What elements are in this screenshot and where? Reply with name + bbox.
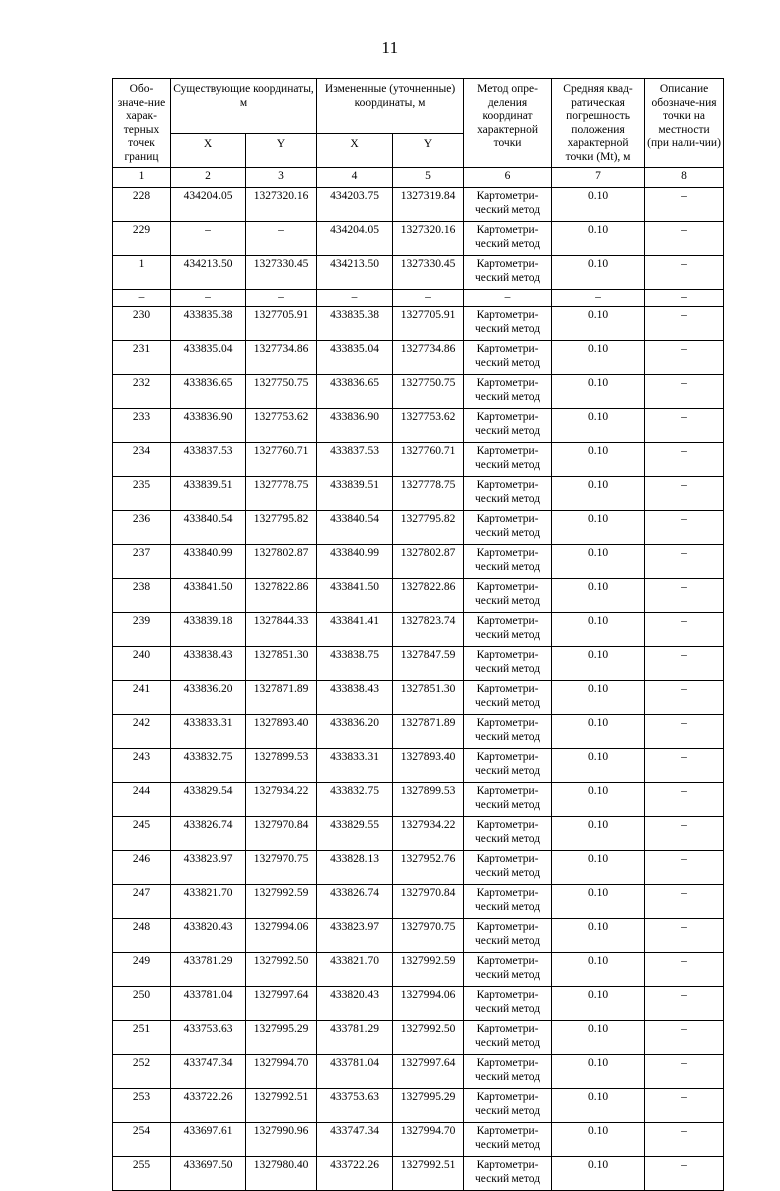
table-header: [113, 79, 724, 188]
header-changed-coordinates: Измененные (уточненные) координаты, м: [317, 79, 464, 134]
cell-mt: 0.10: [552, 1122, 645, 1156]
cell-point-id: 249: [113, 952, 171, 986]
cell-description: –: [645, 290, 724, 307]
cell-existing-y: 1327992.59: [246, 884, 317, 918]
cell-existing-x: 433838.43: [171, 646, 246, 680]
cell-method: Картометри-ческий метод: [464, 374, 552, 408]
cell-description: –: [645, 986, 724, 1020]
cell-changed-y: 1327893.40: [393, 748, 464, 782]
table-row: [113, 222, 724, 256]
cell-existing-x: 433839.18: [171, 612, 246, 646]
header-existing-coordinates: Существующие координаты, м: [171, 79, 317, 134]
cell-point-id: 252: [113, 1054, 171, 1088]
cell-changed-x: 433840.99: [317, 544, 393, 578]
cell-method: Картометри-ческий метод: [464, 952, 552, 986]
header-changed-y: Y: [393, 134, 464, 168]
header-point-description: Описание обозначе-ния точки на местности (при нали-чии): [645, 79, 724, 168]
cell-description: –: [645, 1054, 724, 1088]
cell-point-id: 250: [113, 986, 171, 1020]
cell-changed-y: 1327952.76: [393, 850, 464, 884]
table-row: [113, 442, 724, 476]
cell-point-id: 239: [113, 612, 171, 646]
cell-method: Картометри-ческий метод: [464, 612, 552, 646]
cell-mt: 0.10: [552, 306, 645, 340]
cell-changed-y: 1327822.86: [393, 578, 464, 612]
cell-changed-x: 434213.50: [317, 256, 393, 290]
cell-changed-x: 433823.97: [317, 918, 393, 952]
column-number: 3: [246, 168, 317, 188]
cell-existing-x: 433753.63: [171, 1020, 246, 1054]
cell-changed-y: 1327992.51: [393, 1156, 464, 1190]
cell-description: –: [645, 222, 724, 256]
table-row: [113, 1122, 724, 1156]
cell-changed-y: 1327871.89: [393, 714, 464, 748]
cell-changed-x: 433837.53: [317, 442, 393, 476]
cell-description: –: [645, 1020, 724, 1054]
table-row: [113, 850, 724, 884]
header-existing-x: X: [171, 134, 246, 168]
cell-method: Картометри-ческий метод: [464, 476, 552, 510]
table-row: [113, 816, 724, 850]
header-row-titles: [113, 79, 724, 134]
cell-mt: 0.10: [552, 714, 645, 748]
cell-existing-x: 433821.70: [171, 884, 246, 918]
cell-existing-x: 433781.04: [171, 986, 246, 1020]
header-point-designation: Обо-значе-ние харак-терных точек границ: [113, 79, 171, 168]
cell-changed-x: 433841.50: [317, 578, 393, 612]
cell-existing-y: 1327844.33: [246, 612, 317, 646]
cell-mt: 0.10: [552, 816, 645, 850]
cell-description: –: [645, 306, 724, 340]
cell-existing-y: 1327778.75: [246, 476, 317, 510]
table-row: [113, 408, 724, 442]
cell-changed-x: 433836.65: [317, 374, 393, 408]
cell-existing-y: 1327899.53: [246, 748, 317, 782]
cell-changed-x: –: [317, 290, 393, 307]
table-row: [113, 306, 724, 340]
cell-method: Картометри-ческий метод: [464, 986, 552, 1020]
cell-point-id: 238: [113, 578, 171, 612]
cell-existing-x: 433840.54: [171, 510, 246, 544]
header-mean-square-error: Средняя квад-ратическая погрешность положения характерной точки (Mt), м: [552, 79, 645, 168]
cell-existing-y: 1327734.86: [246, 340, 317, 374]
header-changed-x: X: [317, 134, 393, 168]
cell-existing-y: 1327320.16: [246, 188, 317, 222]
cell-changed-y: 1327899.53: [393, 782, 464, 816]
cell-changed-y: 1327320.16: [393, 222, 464, 256]
cell-changed-y: 1327760.71: [393, 442, 464, 476]
cell-changed-x: 433820.43: [317, 986, 393, 1020]
cell-point-id: 246: [113, 850, 171, 884]
cell-changed-y: 1327823.74: [393, 612, 464, 646]
cell-point-id: 236: [113, 510, 171, 544]
column-number: 7: [552, 168, 645, 188]
cell-mt: –: [552, 290, 645, 307]
cell-point-id: 240: [113, 646, 171, 680]
cell-method: Картометри-ческий метод: [464, 408, 552, 442]
cell-changed-y: 1327330.45: [393, 256, 464, 290]
header-determination-method: Метод опре-деления координат характерной точки: [464, 79, 552, 168]
cell-existing-x: 433836.65: [171, 374, 246, 408]
table-row: [113, 1156, 724, 1190]
cell-existing-y: 1327822.86: [246, 578, 317, 612]
cell-description: –: [645, 408, 724, 442]
cell-description: –: [645, 1156, 724, 1190]
cell-method: Картометри-ческий метод: [464, 816, 552, 850]
cell-mt: 0.10: [552, 884, 645, 918]
cell-description: –: [645, 374, 724, 408]
cell-method: Картометри-ческий метод: [464, 306, 552, 340]
cell-point-id: 248: [113, 918, 171, 952]
cell-changed-y: 1327750.75: [393, 374, 464, 408]
cell-method: Картометри-ческий метод: [464, 188, 552, 222]
cell-method: Картометри-ческий метод: [464, 680, 552, 714]
cell-existing-y: 1327992.50: [246, 952, 317, 986]
cell-mt: 0.10: [552, 188, 645, 222]
cell-changed-y: 1327992.59: [393, 952, 464, 986]
table-row: [113, 612, 724, 646]
table-row: [113, 748, 724, 782]
table-row: [113, 374, 724, 408]
cell-mt: 0.10: [552, 850, 645, 884]
cell-existing-x: 433840.99: [171, 544, 246, 578]
table-row: [113, 510, 724, 544]
cell-existing-y: 1327893.40: [246, 714, 317, 748]
cell-changed-x: 433747.34: [317, 1122, 393, 1156]
table-row: [113, 680, 724, 714]
cell-point-id: 247: [113, 884, 171, 918]
cell-description: –: [645, 578, 724, 612]
cell-existing-y: 1327994.70: [246, 1054, 317, 1088]
cell-description: –: [645, 188, 724, 222]
table-row: [113, 290, 724, 307]
cell-point-id: 242: [113, 714, 171, 748]
cell-existing-y: 1327750.75: [246, 374, 317, 408]
cell-method: Картометри-ческий метод: [464, 714, 552, 748]
cell-existing-x: 433835.38: [171, 306, 246, 340]
cell-changed-x: 433832.75: [317, 782, 393, 816]
cell-existing-y: –: [246, 222, 317, 256]
cell-changed-y: 1327992.50: [393, 1020, 464, 1054]
table-row: [113, 714, 724, 748]
cell-changed-x: 433841.41: [317, 612, 393, 646]
table-row: [113, 256, 724, 290]
cell-mt: 0.10: [552, 782, 645, 816]
header-existing-y: Y: [246, 134, 317, 168]
cell-method: Картометри-ческий метод: [464, 1088, 552, 1122]
cell-existing-x: 433832.75: [171, 748, 246, 782]
cell-existing-y: 1327871.89: [246, 680, 317, 714]
cell-existing-x: –: [171, 290, 246, 307]
cell-method: Картометри-ческий метод: [464, 646, 552, 680]
cell-existing-x: 433747.34: [171, 1054, 246, 1088]
cell-method: Картометри-ческий метод: [464, 1020, 552, 1054]
cell-point-id: 233: [113, 408, 171, 442]
cell-existing-x: 433833.31: [171, 714, 246, 748]
cell-mt: 0.10: [552, 748, 645, 782]
cell-existing-y: 1327992.51: [246, 1088, 317, 1122]
cell-changed-x: 433835.38: [317, 306, 393, 340]
table-body: [113, 188, 724, 1191]
cell-description: –: [645, 816, 724, 850]
table-row: [113, 476, 724, 510]
cell-description: –: [645, 256, 724, 290]
column-number: 5: [393, 168, 464, 188]
cell-changed-x: 433829.55: [317, 816, 393, 850]
cell-existing-x: 433835.04: [171, 340, 246, 374]
cell-changed-y: 1327994.06: [393, 986, 464, 1020]
cell-changed-y: 1327705.91: [393, 306, 464, 340]
cell-method: Картометри-ческий метод: [464, 1054, 552, 1088]
cell-mt: 0.10: [552, 476, 645, 510]
cell-point-id: 232: [113, 374, 171, 408]
cell-mt: 0.10: [552, 256, 645, 290]
coordinates-table-container: [112, 78, 723, 1191]
cell-existing-y: 1327970.84: [246, 816, 317, 850]
cell-changed-x: 433840.54: [317, 510, 393, 544]
page-number: 11: [381, 38, 399, 57]
cell-existing-x: 433839.51: [171, 476, 246, 510]
cell-mt: 0.10: [552, 578, 645, 612]
cell-description: –: [645, 782, 724, 816]
cell-description: –: [645, 952, 724, 986]
cell-existing-x: –: [171, 222, 246, 256]
cell-description: –: [645, 612, 724, 646]
cell-mt: 0.10: [552, 222, 645, 256]
cell-existing-x: 433697.50: [171, 1156, 246, 1190]
cell-existing-x: 433841.50: [171, 578, 246, 612]
cell-existing-x: 433781.29: [171, 952, 246, 986]
cell-point-id: 244: [113, 782, 171, 816]
cell-point-id: 228: [113, 188, 171, 222]
cell-method: Картометри-ческий метод: [464, 578, 552, 612]
column-number: 2: [171, 168, 246, 188]
cell-mt: 0.10: [552, 1020, 645, 1054]
cell-method: Картометри-ческий метод: [464, 782, 552, 816]
cell-mt: 0.10: [552, 646, 645, 680]
cell-point-id: 231: [113, 340, 171, 374]
cell-existing-y: 1327990.96: [246, 1122, 317, 1156]
cell-changed-y: 1327319.84: [393, 188, 464, 222]
cell-changed-y: 1327753.62: [393, 408, 464, 442]
table-row: [113, 578, 724, 612]
cell-changed-x: 433839.51: [317, 476, 393, 510]
cell-existing-y: 1327802.87: [246, 544, 317, 578]
cell-description: –: [645, 476, 724, 510]
header-row-column-numbers: [113, 168, 724, 188]
table-row: [113, 884, 724, 918]
cell-description: –: [645, 340, 724, 374]
cell-method: Картометри-ческий метод: [464, 442, 552, 476]
cell-existing-y: 1327980.40: [246, 1156, 317, 1190]
cell-description: –: [645, 1088, 724, 1122]
cell-changed-y: 1327802.87: [393, 544, 464, 578]
cell-point-id: 235: [113, 476, 171, 510]
cell-changed-x: 433833.31: [317, 748, 393, 782]
cell-method: Картометри-ческий метод: [464, 748, 552, 782]
cell-mt: 0.10: [552, 340, 645, 374]
cell-mt: 0.10: [552, 442, 645, 476]
cell-method: Картометри-ческий метод: [464, 1156, 552, 1190]
cell-changed-y: 1327997.64: [393, 1054, 464, 1088]
cell-existing-y: 1327934.22: [246, 782, 317, 816]
cell-existing-y: 1327760.71: [246, 442, 317, 476]
cell-point-id: 245: [113, 816, 171, 850]
table-row: [113, 782, 724, 816]
cell-existing-x: 433823.97: [171, 850, 246, 884]
cell-description: –: [645, 1122, 724, 1156]
cell-point-id: 230: [113, 306, 171, 340]
cell-point-id: 253: [113, 1088, 171, 1122]
cell-mt: 0.10: [552, 952, 645, 986]
cell-method: Картометри-ческий метод: [464, 222, 552, 256]
cell-mt: 0.10: [552, 544, 645, 578]
cell-point-id: –: [113, 290, 171, 307]
cell-changed-x: 433781.29: [317, 1020, 393, 1054]
cell-changed-x: 434203.75: [317, 188, 393, 222]
cell-changed-x: 433722.26: [317, 1156, 393, 1190]
cell-mt: 0.10: [552, 1088, 645, 1122]
cell-changed-y: 1327970.75: [393, 918, 464, 952]
cell-changed-x: 433826.74: [317, 884, 393, 918]
cell-description: –: [645, 714, 724, 748]
cell-point-id: 241: [113, 680, 171, 714]
cell-changed-x: 433838.75: [317, 646, 393, 680]
cell-point-id: 251: [113, 1020, 171, 1054]
cell-description: –: [645, 442, 724, 476]
cell-mt: 0.10: [552, 374, 645, 408]
cell-point-id: 254: [113, 1122, 171, 1156]
cell-mt: 0.10: [552, 1156, 645, 1190]
column-number: 6: [464, 168, 552, 188]
cell-method: Картометри-ческий метод: [464, 510, 552, 544]
cell-description: –: [645, 850, 724, 884]
cell-changed-y: 1327995.29: [393, 1088, 464, 1122]
cell-existing-x: 433836.90: [171, 408, 246, 442]
cell-point-id: 229: [113, 222, 171, 256]
cell-existing-y: 1327753.62: [246, 408, 317, 442]
cell-existing-y: –: [246, 290, 317, 307]
cell-changed-y: 1327778.75: [393, 476, 464, 510]
cell-changed-y: –: [393, 290, 464, 307]
cell-changed-y: 1327934.22: [393, 816, 464, 850]
cell-changed-y: 1327734.86: [393, 340, 464, 374]
cell-method: Картометри-ческий метод: [464, 544, 552, 578]
cell-existing-x: 433837.53: [171, 442, 246, 476]
table-row: [113, 544, 724, 578]
cell-method: Картометри-ческий метод: [464, 340, 552, 374]
table-row: [113, 986, 724, 1020]
cell-changed-x: 433838.43: [317, 680, 393, 714]
cell-existing-x: 433829.54: [171, 782, 246, 816]
cell-existing-x: 433722.26: [171, 1088, 246, 1122]
cell-point-id: 243: [113, 748, 171, 782]
cell-existing-y: 1327795.82: [246, 510, 317, 544]
cell-changed-y: 1327970.84: [393, 884, 464, 918]
cell-point-id: 255: [113, 1156, 171, 1190]
cell-changed-y: 1327851.30: [393, 680, 464, 714]
table-row: [113, 952, 724, 986]
cell-changed-x: 433753.63: [317, 1088, 393, 1122]
cell-existing-x: 433820.43: [171, 918, 246, 952]
cell-existing-y: 1327851.30: [246, 646, 317, 680]
column-number: 1: [113, 168, 171, 188]
cell-point-id: 237: [113, 544, 171, 578]
cell-existing-y: 1327330.45: [246, 256, 317, 290]
cell-changed-x: 434204.05: [317, 222, 393, 256]
cell-changed-x: 433836.90: [317, 408, 393, 442]
cell-changed-x: 433828.13: [317, 850, 393, 884]
cell-mt: 0.10: [552, 918, 645, 952]
cell-description: –: [645, 918, 724, 952]
cell-existing-y: 1327994.06: [246, 918, 317, 952]
cell-description: –: [645, 748, 724, 782]
cell-mt: 0.10: [552, 680, 645, 714]
cell-method: Картометри-ческий метод: [464, 918, 552, 952]
cell-method: Картометри-ческий метод: [464, 256, 552, 290]
cell-mt: 0.10: [552, 408, 645, 442]
cell-changed-y: 1327847.59: [393, 646, 464, 680]
cell-changed-y: 1327795.82: [393, 510, 464, 544]
cell-existing-x: 433697.61: [171, 1122, 246, 1156]
cell-existing-x: 434204.05: [171, 188, 246, 222]
cell-method: Картометри-ческий метод: [464, 850, 552, 884]
cell-changed-x: 433781.04: [317, 1054, 393, 1088]
table-row: [113, 1020, 724, 1054]
cell-method: Картометри-ческий метод: [464, 884, 552, 918]
cell-description: –: [645, 646, 724, 680]
table-row: [113, 918, 724, 952]
table-row: [113, 188, 724, 222]
column-number: 8: [645, 168, 724, 188]
table-row: [113, 1088, 724, 1122]
cell-existing-x: 434213.50: [171, 256, 246, 290]
coordinates-table: [112, 78, 724, 1191]
cell-changed-x: 433835.04: [317, 340, 393, 374]
cell-mt: 0.10: [552, 986, 645, 1020]
cell-existing-x: 433836.20: [171, 680, 246, 714]
cell-existing-x: 433826.74: [171, 816, 246, 850]
cell-mt: 0.10: [552, 510, 645, 544]
cell-changed-x: 433836.20: [317, 714, 393, 748]
cell-existing-y: 1327705.91: [246, 306, 317, 340]
cell-method: Картометри-ческий метод: [464, 1122, 552, 1156]
cell-existing-y: 1327997.64: [246, 986, 317, 1020]
cell-existing-y: 1327970.75: [246, 850, 317, 884]
cell-mt: 0.10: [552, 612, 645, 646]
cell-changed-x: 433821.70: [317, 952, 393, 986]
column-number: 4: [317, 168, 393, 188]
cell-mt: 0.10: [552, 1054, 645, 1088]
cell-description: –: [645, 510, 724, 544]
table-row: [113, 340, 724, 374]
cell-description: –: [645, 544, 724, 578]
cell-method: –: [464, 290, 552, 307]
cell-description: –: [645, 884, 724, 918]
table-row: [113, 646, 724, 680]
cell-point-id: 1: [113, 256, 171, 290]
cell-point-id: 234: [113, 442, 171, 476]
table-row: [113, 1054, 724, 1088]
cell-description: –: [645, 680, 724, 714]
cell-existing-y: 1327995.29: [246, 1020, 317, 1054]
cell-changed-y: 1327994.70: [393, 1122, 464, 1156]
